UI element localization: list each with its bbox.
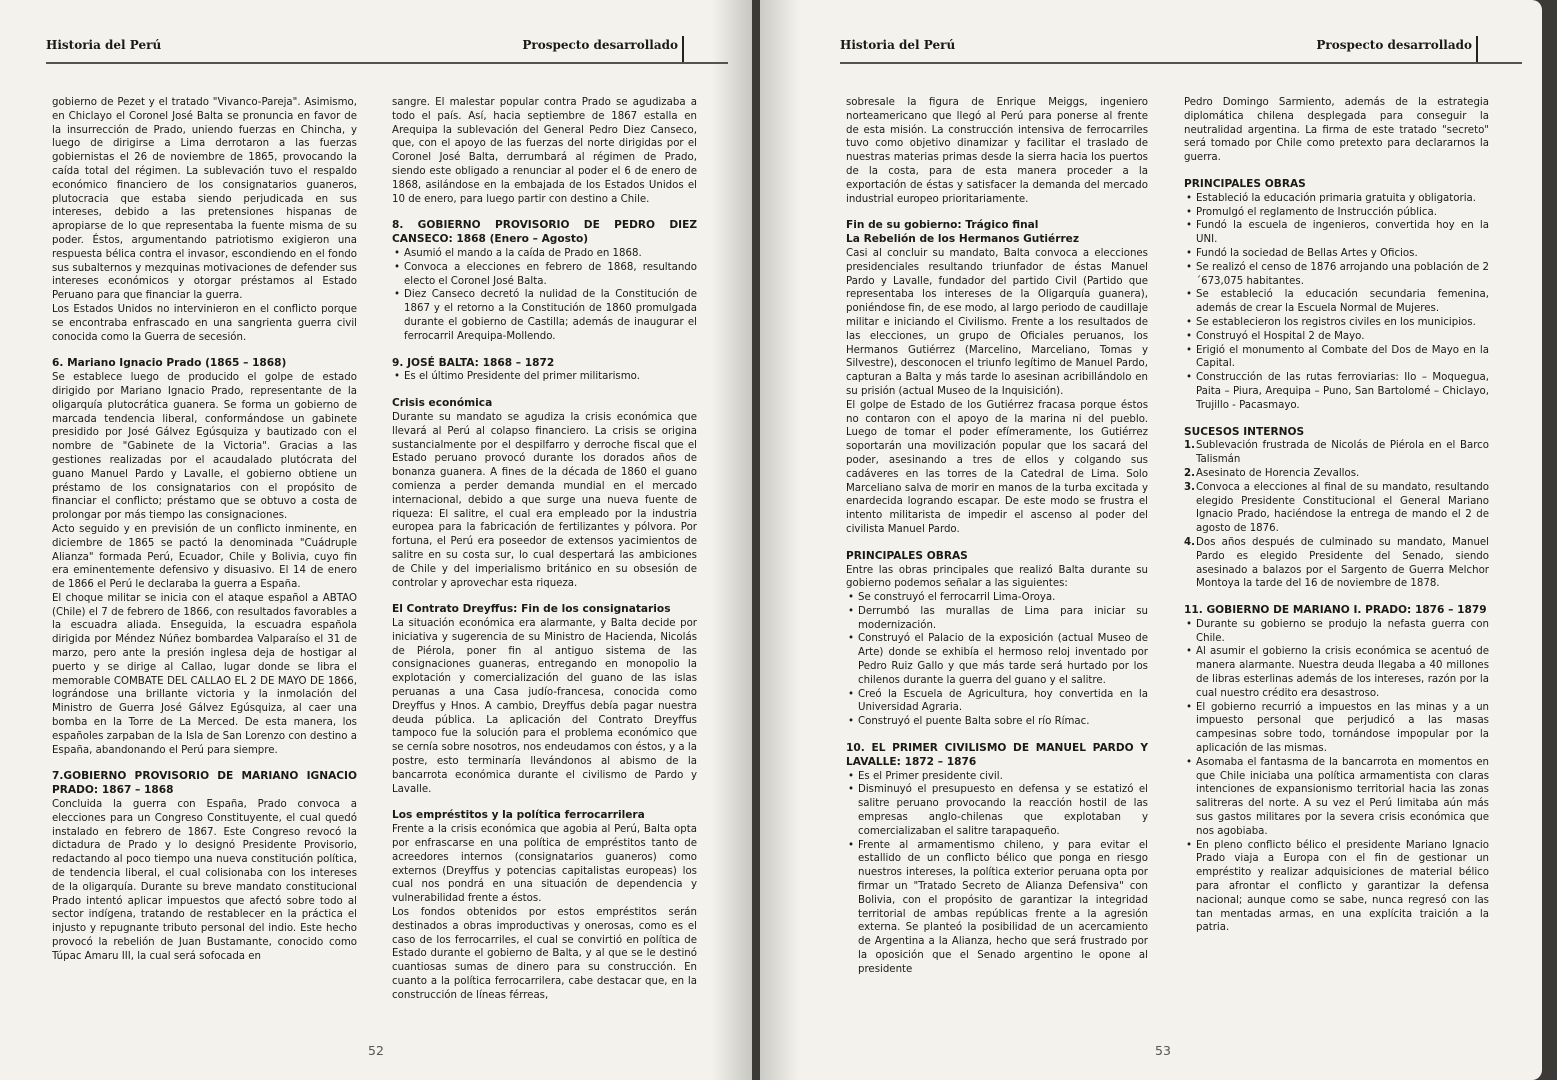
paragraph: Acto seguido y en previsión de un conflicto inminente, en diciembre de 1865 se pactó la denominada "Cuádruple Alianza" formada Perú, Ecuador, Chile y Bolivia, cuyo fin era eminentemente defensivo y disuasivo. El 14 de enero de 1866 el Perú le declaraba la guerra a España. xyxy=(52,523,357,591)
section-heading: 8. GOBIERNO PROVISORIO DE PEDRO DIEZ CANSECO: 1868 (Enero – Agosto) xyxy=(392,219,697,246)
subsection-heading: Los empréstitos y la política ferrocarrilera xyxy=(392,809,645,822)
bullet-list xyxy=(846,770,1148,977)
list-item xyxy=(1184,481,1489,536)
paragraph: Entre las obras principales que realizó Balta durante su gobierno podemos señalar a las siguientes: xyxy=(846,564,1148,590)
book-title: Historia del Perú xyxy=(46,38,162,52)
section-heading: PRINCIPALES OBRAS xyxy=(846,549,968,562)
subsection-heading: La Rebelión de los Hermanos Gutiérrez xyxy=(846,233,1080,246)
list-number: 2. xyxy=(1184,467,1195,479)
paragraph: Pedro Domingo Sarmiento, además de la estrategia diplomática chilena desplegada para conseguir la neutralidad argentina. La firma de este tratado "secreto" será tomado por Chile como pretexto para declararnos la guerra. xyxy=(1184,97,1489,164)
list-number: 4. xyxy=(1184,536,1195,548)
list-item: • Se establecieron los registros civiles en los municipios. xyxy=(1184,316,1489,330)
list-number: 3. xyxy=(1184,481,1195,493)
paragraph: El choque militar se inicia con el ataque español a ABTAO (Chile) el 7 de febrero de 1866, con resultados favorables a la escuadra aliada. Enseguida, la escuadra española dirigida por Méndez Núñez bombardea Valparaíso el 31 de marzo, pero ante la presión inglesa deja de hostigar al puerto y se dirige al Callao, lugar donde se libra el memorable COMBATE DEL CALLAO EL 2 DE MAYO DE 1866, lográndose una brillante victoria y la inmolación del Ministro de Guerra José Gálvez Egúsquiza, al caer una bomba en la Torre de La Merced. De esta manera, los españoles zarpaban de la Isla de San Lorenzo con destino a España, abandonando el Perú para siempre. xyxy=(52,592,357,756)
list-item: • Fundó la sociedad de Bellas Artes y Oficios. xyxy=(1184,247,1489,261)
bullet-list xyxy=(392,370,697,384)
paragraph: Los fondos obtenidos por estos empréstitos serán destinados a obras improductivas y onerosas, como es el caso de los ferrocarriles, el cual se convirtió en política de Estado durante el gobierno de Balta, y al que se le destinó cuantiosas sumas de dinero para su construcción. En cuanto a la política ferrocarrilera, cabe destacar que, en la construcción de líneas férreas, xyxy=(392,907,697,1001)
list-item xyxy=(1184,467,1489,481)
page-gutter-shadow xyxy=(712,0,752,1080)
list-item: • Diez Canseco decretó la nulidad de la Constitución de 1867 y el retorno a la Constitución de 1860 promulgada durante el gobierno de Castilla; además de inaugurar el ferrocarril Arequipa-Mollendo. xyxy=(392,288,697,343)
subsection-heading: El Contrato Dreyffus: Fin de los consignatarios xyxy=(392,603,671,616)
bullet-list xyxy=(392,247,697,344)
section-heading: 7.GOBIERNO PROVISORIO DE MARIANO IGNACIO PRADO: 1867 – 1868 xyxy=(52,770,357,797)
text-column-left xyxy=(846,96,1148,977)
page-gutter-shadow xyxy=(760,0,800,1080)
paragraph: sobresale la figura de Enrique Meiggs, ingeniero norteamericano que llegó al Perú para ponerse al frente de esta misión. La construcción intensiva de ferrocarriles tuvo como objetivo dinamizar y facilitar el traslado de nuestras materias primas desde la sierra hacia los puertos de la costa, para de esta manera proceder a la exportación de éstas y satisfacer la demanda del mercado industrial europeo prioritariamente. xyxy=(846,97,1148,205)
list-item: • Construcción de las rutas ferroviarias: Ilo – Moquegua, Paita – Piura, Arequipa – Puno, San Bartolomé – Chiclayo, Trujillo - Pacasmayo. xyxy=(1184,371,1489,412)
list-item: • Erigió el monumento al Combate del Dos de Mayo en la Capital. xyxy=(1184,344,1489,372)
page-number: 53 xyxy=(1155,1043,1171,1058)
subsection-heading: Crisis económica xyxy=(392,397,493,410)
header-marker xyxy=(682,36,684,62)
list-item: • Estableció la educación primaria gratuita y obligatoria. xyxy=(1184,192,1489,206)
list-item: • Asomaba el fantasma de la bancarrota en momentos en que Chile iniciaba una política armamentista con claras intenciones de expansionismo territorial hacia las zonas salitreras del norte. A su vez el Perú limitaba aún más sus gastos militares por la severa crisis económica que nos agobiaba. xyxy=(1184,756,1489,839)
right-page xyxy=(760,0,1542,1080)
paragraph: El golpe de Estado de los Gutiérrez fracasa porque éstos no contaron con el apoyo de la marina ni del pueblo. Luego de tomar el poder efímeramente, los Gutiérrez soportarán una movilización popular que los sacará del poder, asesinando a tres de ellos y colgando sus cadáveres en las torres de la Catedral de Lima. Solo Marceliano salva de morir en manos de la turba excitada y enardecida logrando escapar. De este modo se frustra el intento militarista de impedir el ascenso al poder del civilista Manuel Pardo. xyxy=(846,399,1148,535)
list-item xyxy=(1184,439,1489,467)
list-item: • Construyó el Hospital 2 de Mayo. xyxy=(1184,330,1489,344)
section-title: Prospecto desarrollado xyxy=(522,38,678,52)
list-item: • En pleno conflicto bélico el presidente Mariano Ignacio Prado viaja a Europa con el fin de gestionar un empréstito y realizar adquisiciones de material bélico para afrontar el conflicto y garantizar la defensa nacional; aunque como se sabe, nunca regresó con las tan mentadas armas, en una explícita traición a la patria. xyxy=(1184,839,1489,936)
section-heading: 10. EL PRIMER CIVILISMO DE MANUEL PARDO Y LAVALLE: 1872 – 1876 xyxy=(846,742,1148,768)
paragraph: Durante su mandato se agudiza la crisis económica que llevará al Perú al colapso financiero. La crisis se origina sustancialmente por el despilfarro y derroche fiscal que el Estado peruano provocó durante los dorados años de bonanza guanera. A fines de la década de 1860 el guano comienza a perder demanda mundial en el mercado internacional, debido a que surge una nueva fuente de riqueza: El salitre, el cual era empleado por la industria europea para la fabricación de fertilizantes y pólvora. Por fortuna, el Perú era poseedor de extensos yacimientos de salitre en su costa sur, lo cual despertará las ambiciones de Chile y del imperialismo británico en su obsesión de controlar y aprovechar esta riqueza. xyxy=(392,411,697,589)
list-item: • Es el último Presidente del primer militarismo. xyxy=(392,370,697,384)
list-item: • Al asumir el gobierno la crisis económica se acentuó de manera alarmante. Nuestra deuda llegaba a 40 millones de libras esterlinas además de los intereses, razón por la cual nuestro crédito era desastroso. xyxy=(1184,645,1489,700)
text-column-left xyxy=(52,96,357,964)
list-item: • Se estableció la educación secundaria femenina, además de crear la Escuela Normal de Mujeres. xyxy=(1184,288,1489,316)
list-item: • Derrumbó las murallas de Lima para iniciar su modernización. xyxy=(846,605,1148,633)
list-item: • Creó la Escuela de Agricultura, hoy convertida en la Universidad Agraria. xyxy=(846,688,1148,716)
bullet-list xyxy=(1184,618,1489,935)
list-item: • Se realizó el censo de 1876 arrojando una población de 2´673,075 habitantes. xyxy=(1184,261,1489,289)
section-heading: 9. JOSÉ BALTA: 1868 – 1872 xyxy=(392,356,555,369)
numbered-list xyxy=(1184,439,1489,591)
list-item: • Convoca a elecciones en febrero de 1868, resultando electo el Coronel José Balta. xyxy=(392,261,697,289)
book-title: Historia del Perú xyxy=(840,38,956,52)
paragraph: Casi al concluir su mandato, Balta convoca a elecciones presidenciales resultando triunfador de éstas Manuel Pardo y Lavalle, fundador del partido Civil (Partido que representaba los intereses de la Oligarquía guanera), poniéndose fin, de ese modo, al largo periodo de caudillaje militar e iniciando el Civilismo. Frente a los resultados de las elecciones, un grupo de Oficiales peruanos, los Hermanos Gutiérrez (Marcelino, Marceliano, Tomas y Silvestre), desconocen el triunfo legítimo de Manuel Pardo, capturan a Balta y más tarde lo asesinan acribillándolo en su prisión (actual Museo de la Inquisición). xyxy=(846,247,1148,397)
section-heading: PRINCIPALES OBRAS xyxy=(1184,177,1306,190)
left-page xyxy=(0,0,752,1080)
paragraph: gobierno de Pezet y el tratado "Vivanco-Pareja". Asimismo, en Chiclayo el Coronel José Balta se pronuncia en favor de la insurrección de Prado, uniendo fuerzas en Chincha, y luego de dirigirse a Lima derrotaron a las fuerzas gobiernistas el 26 de noviembre de 1865, provocando la caída total del régimen. La sublevación tuvo el respaldo económico financiero de los consignatarios guaneros, plutocracia que estaba siendo perjudicada en sus intereses, debido a las pretensiones hispanas de apropiarse de lo que representaba la fuente misma de su poder. Éstos, argumentando patriotismo exigieron una respuesta bélica contra el invasor, escondiendo en el fondo sus subalternos y mezquinas motivaciones de defender sus intereses económicos y otorgar préstamos al Estado Peruano para que financiar la guerra. xyxy=(52,97,357,302)
list-item: • Frente al armamentismo chileno, y para evitar el estallido de un conflicto bélico que ponga en riesgo nuestros intereses, la política exterior peruana opta por firmar un "Tratado Secreto de Alianza Defensiva" con Bolivia, con el propósito de garantizar la integridad territorial de ambas repúblicas frente a la agresión externa. Se planteó la posibilidad de un acercamiento de Argentina a la Alianza, hecho que será frustrado por la oposición que el Senado argentino le opone al presidente xyxy=(846,839,1148,977)
list-item-text: Sublevación frustrada de Nicolás de Piérola en el Barco Talismán xyxy=(1196,440,1489,466)
section-heading: 11. GOBIERNO DE MARIANO I. PRADO: 1876 – 1879 xyxy=(1184,604,1487,617)
list-item: • Asumió el mando a la caída de Prado en 1868. xyxy=(392,247,697,261)
section-title: Prospecto desarrollado xyxy=(1316,38,1472,52)
list-item-text: Convoca a elecciones al final de su mandato, resultando elegido Presidente Constitucional el General Mariano Ignacio Prado, haciéndose la entrega de mando el 2 de agosto de 1876. xyxy=(1196,481,1489,535)
list-item: • Construyó el Palacio de la exposición (actual Museo de Arte) donde se exhibía el hermoso reloj inventado por Pedro Ruiz Gallo y que más tarde será hurtado por los chilenos durante la guerra del guano y el salitre. xyxy=(846,632,1148,687)
list-number: 1. xyxy=(1184,440,1195,452)
paragraph: sangre. El malestar popular contra Prado se agudizaba a todo el país. Así, hacia septiembre de 1867 estalla en Arequipa la sublevación del General Pedro Diez Canseco, que, con el apoyo de las fuerzas del norte dirigidas por el Coronel José Balta, derrumbará al régimen de Prado, siendo este obligado a renunciar al poder el 6 de enero de 1868, asilándose en la embajada de los Estados Unidos el 10 de enero, para luego partir con destino a Chile. xyxy=(392,97,697,205)
paragraph: Concluida la guerra con España, Prado convoca a elecciones para un Congreso Constituyente, el cual quedó instalado en febrero de 1867. Este Congreso revocó la dictadura de Prado y lo designó Presidente Provisorio, redactando al poco tiempo una nueva constitución política, de tendencia liberal, el cual colisionaba con los intereses de la oligarquía. Durante su breve mandato constitucional Prado intentó aplicar impuestos que afectó sobre todo al sector indígena, tratando de restablecer en la práctica el injusto y repugnante tributo personal del indio. Este hecho provocó la rebelión de Juan Bustamante, conocido como Túpac Amaru III, la cual será sofocada en xyxy=(52,799,357,962)
list-item: • Construyó el puente Balta sobre el río Rímac. xyxy=(846,715,1148,729)
list-item: • Disminuyó el presupuesto en defensa y se estatizó el salitre peruano provocando la reacción hostil de las empresas anglo-chilenas que explotaban y comercializaban el salitre tarapaqueño. xyxy=(846,783,1148,838)
list-item: • Se construyó el ferrocarril Lima-Oroya. xyxy=(846,591,1148,605)
list-item: • Promulgó el reglamento de Instrucción pública. xyxy=(1184,206,1489,220)
list-item xyxy=(1184,536,1489,591)
list-item: • Fundó la escuela de ingenieros, convertida hoy en la UNI. xyxy=(1184,219,1489,247)
page-number: 52 xyxy=(368,1043,384,1058)
paragraph: La situación económica era alarmante, y Balta decide por iniciativa y sugerencia de su Ministro de Hacienda, Nicolás de Piérola, poner fin al antiguo sistema de las consignaciones guaneras, entregando en monopolio la explotación y comercialización del guano de las islas peruanas a una Casa judío-francesa, conocida como Dreyffus y Hnos. A cambio, Dreyffus debía pagar nuestra deuda pública. La aplicación del Contrato Dreyffus tampoco fue la solución para el problema económico que se cernía sobre nosotros, nos endeudamos con éstos, y a la postre, esto terminaría llevándonos al abismo de la bancarrota económica durante el civilismo de Pardo y Lavalle. xyxy=(392,618,697,795)
paragraph: Los Estados Unidos no intervinieron en el conflicto porque se encontraba enfrascado en una sangrienta guerra civil conocida como la Guerra de secesión. xyxy=(52,303,357,343)
header-marker xyxy=(1476,36,1478,62)
page-header xyxy=(46,38,728,64)
paragraph: Frente a la crisis económica que agobia al Perú, Balta opta por enfrascarse en una política de empréstitos tanto de acreedores internos (consignatarios guaneros) como externos (Dreyffus y potencias capitalistas europeas) los cual nos pondrá en una situación de dependencia y vulnerabilidad frente a éstos. xyxy=(392,824,697,905)
list-item: • El gobierno recurrió a impuestos en las minas y a un impuesto personal que perjudicó a las masas campesinas sobre todo, tornándose impopular por la aplicación de las mismas. xyxy=(1184,701,1489,756)
list-item-text: Asesinato de Horencia Zevallos. xyxy=(1196,467,1360,479)
list-item: • Durante su gobierno se produjo la nefasta guerra con Chile. xyxy=(1184,618,1489,646)
page-header xyxy=(840,38,1522,64)
list-item: • Es el Primer presidente civil. xyxy=(846,770,1148,784)
text-column-right xyxy=(1184,96,1489,935)
bullet-list xyxy=(1184,192,1489,413)
bullet-list xyxy=(846,591,1148,729)
text-column-right xyxy=(392,96,697,1003)
section-heading: SUCESOS INTERNOS xyxy=(1184,425,1305,438)
subsection-heading: Fin de su gobierno: Trágico final xyxy=(846,219,1039,232)
list-item-text: Dos años después de culminado su mandato, Manuel Pardo es elegido Presidente del Senado, siendo asesinado a balazos por el Sargento de Guerra Melchor Montoya la tarde del 16 de noviembre de 1878. xyxy=(1196,536,1489,590)
section-heading: 6. Mariano Ignacio Prado (1865 – 1868) xyxy=(52,357,287,370)
paragraph: Se establece luego de producido el golpe de estado dirigido por Mariano Ignacio Prado, representante de la oligarquía plutocrática guanera. Se forma un gobierno de marcada tendencia liberal, conformándose un gabinete presidido por José Gálvez Egúsquiza y bautizado con el nombre de "Gabinete de la Victoria". Gracias a las gestiones realizadas por el acaudalado plutócrata del guano Manuel Pardo y Lavalle, el gobierno obtiene un préstamo de los consignatarios con el propósito de financiar el conflicto; préstamo que se obtuvo a costa de prolongar por más tiempo las consignaciones. xyxy=(52,372,357,522)
